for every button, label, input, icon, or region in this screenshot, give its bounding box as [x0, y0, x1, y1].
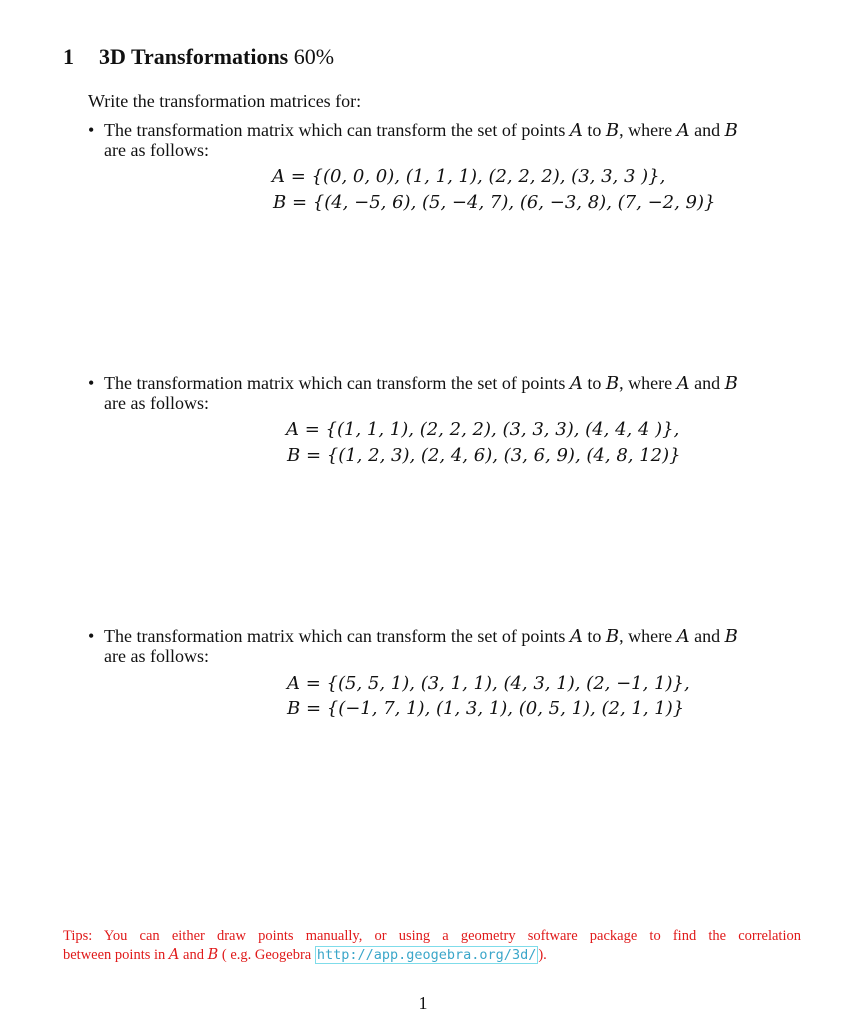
- tips-note: [63, 927, 801, 965]
- equation-set-b: B = {(−1, 7, 1), (1, 3, 1), (0, 5, 1), (2, 1, 1)}: [287, 698, 685, 719]
- intro-text: Write the transformation matrices for:: [88, 91, 362, 111]
- bullet: •: [88, 120, 95, 140]
- section-heading: [63, 44, 334, 70]
- tips-line2: between points in A and B ( e.g. Geogebra http://app.geogebra.org/3d/ ).: [63, 947, 547, 963]
- tips-line1: Tips: You can either draw points manually, or using a geometry software package to find the correlation: [63, 928, 801, 944]
- section-title: 3D Transformations: [99, 44, 289, 69]
- item-text-line1: The transformation matrix which can transform the set of points A to B, where A and B: [104, 373, 738, 394]
- item-text-line2: are as follows:: [104, 393, 209, 413]
- item-text-line2: are as follows:: [104, 140, 209, 160]
- item-text-line2: are as follows:: [104, 646, 209, 666]
- equation-set-b: B = {(4, −5, 6), (5, −4, 7), (6, −3, 8), (7, −2, 9)}: [273, 192, 716, 213]
- section-number: 1: [63, 44, 74, 69]
- section-weight: 60%: [293, 44, 335, 69]
- equation-set-a: A = {(5, 5, 1), (3, 1, 1), (4, 3, 1), (2, −1, 1)},: [287, 673, 690, 694]
- item-text-line1: The transformation matrix which can transform the set of points A to B, where A and B: [104, 120, 738, 141]
- bullet: •: [88, 626, 95, 646]
- item-text-line1: The transformation matrix which can transform the set of points A to B, where A and B: [104, 626, 738, 647]
- equation-set-a: A = {(0, 0, 0), (1, 1, 1), (2, 2, 2), (3, 3, 3 )},: [272, 166, 666, 187]
- geogebra-link[interactable]: http://app.geogebra.org/3d/: [316, 947, 537, 963]
- bullet: •: [88, 373, 95, 393]
- equation-set-b: B = {(1, 2, 3), (2, 4, 6), (3, 6, 9), (4, 8, 12)}: [287, 445, 681, 466]
- equation-set-a: A = {(1, 1, 1), (2, 2, 2), (3, 3, 3), (4, 4, 4 )},: [286, 419, 680, 440]
- page-number: 1: [418, 993, 428, 1013]
